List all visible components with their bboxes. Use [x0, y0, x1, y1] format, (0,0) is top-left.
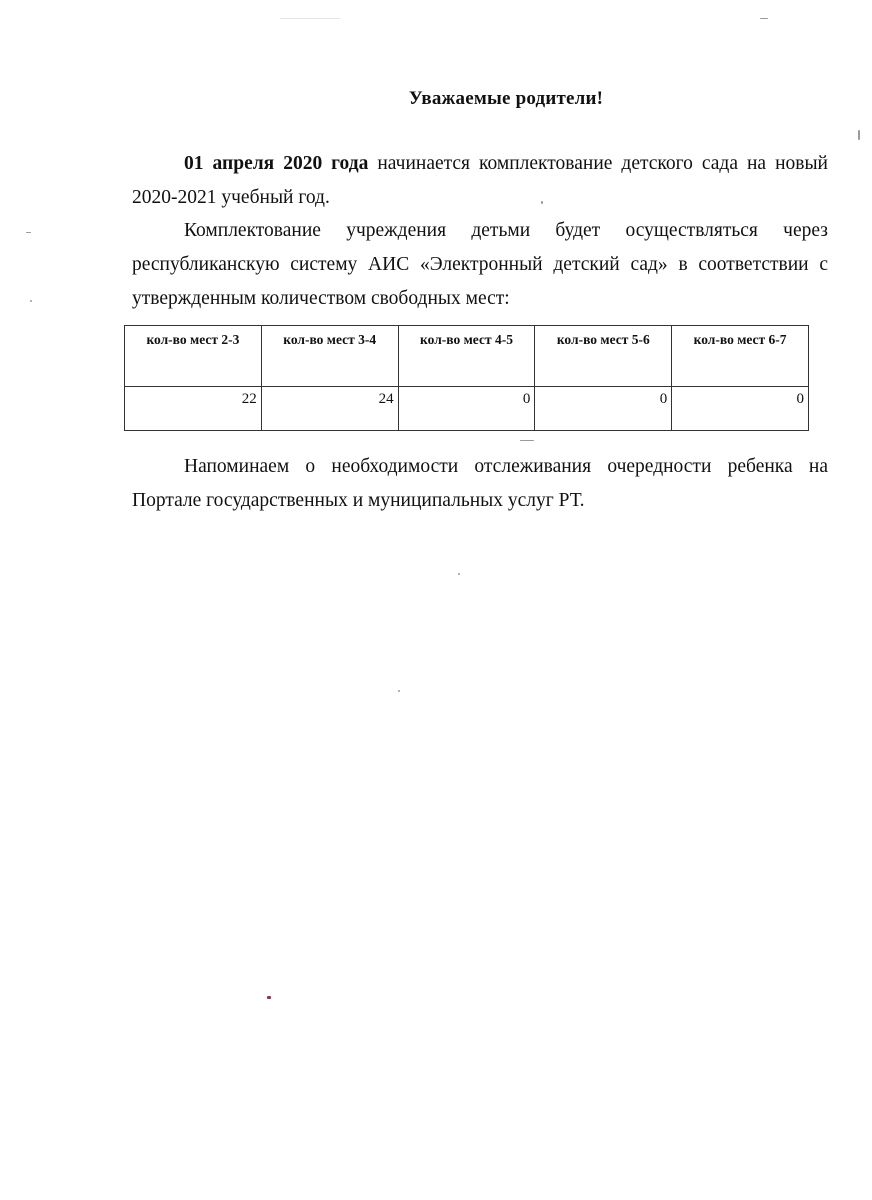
page-title: Уважаемые родители! — [408, 88, 604, 109]
scan-speck — [520, 440, 534, 441]
scan-speck — [858, 130, 860, 140]
table-cell: 0 — [672, 387, 809, 431]
scan-speck — [267, 996, 271, 999]
scan-speck — [458, 573, 460, 575]
column-header: кол-во мест 6-7 — [672, 326, 809, 387]
table-cell: 24 — [261, 387, 398, 431]
table-cell: 0 — [398, 387, 535, 431]
enrollment-date: 01 апреля 2020 года — [184, 153, 369, 174]
paragraph-reminder: Напоминаем о необходимости отслеживания очередности ребенка на Портале государственных и муниципальных услуг РТ. — [132, 456, 828, 511]
column-header: кол-во мест 5-6 — [535, 326, 672, 387]
table-cell: 0 — [535, 387, 672, 431]
table-header-row — [125, 326, 809, 387]
column-header: кол-во мест 3-4 — [261, 326, 398, 387]
column-header: кол-во мест 2-3 — [125, 326, 262, 387]
paragraph-enrollment-system: Комплектование учреждения детьми будет осуществляться через республиканскую систему АИС «Электронный детский сад» в соответствии с утвержденным количеством свободных мест: — [132, 220, 828, 309]
scan-speck — [26, 232, 31, 233]
scan-speck — [541, 201, 543, 204]
scan-speck — [760, 18, 768, 19]
table-cell: 22 — [125, 387, 262, 431]
scan-speck — [30, 300, 32, 302]
paragraph-enrollment-text: начинается комплектование детского сада на новый 2020-2021 учебный год. — [132, 153, 828, 208]
scan-speck — [280, 18, 340, 19]
table-row — [125, 387, 809, 431]
paragraph-enrollment-date — [132, 147, 828, 215]
free-places-table — [124, 325, 809, 431]
column-header: кол-во мест 4-5 — [398, 326, 535, 387]
scan-speck — [398, 690, 400, 692]
